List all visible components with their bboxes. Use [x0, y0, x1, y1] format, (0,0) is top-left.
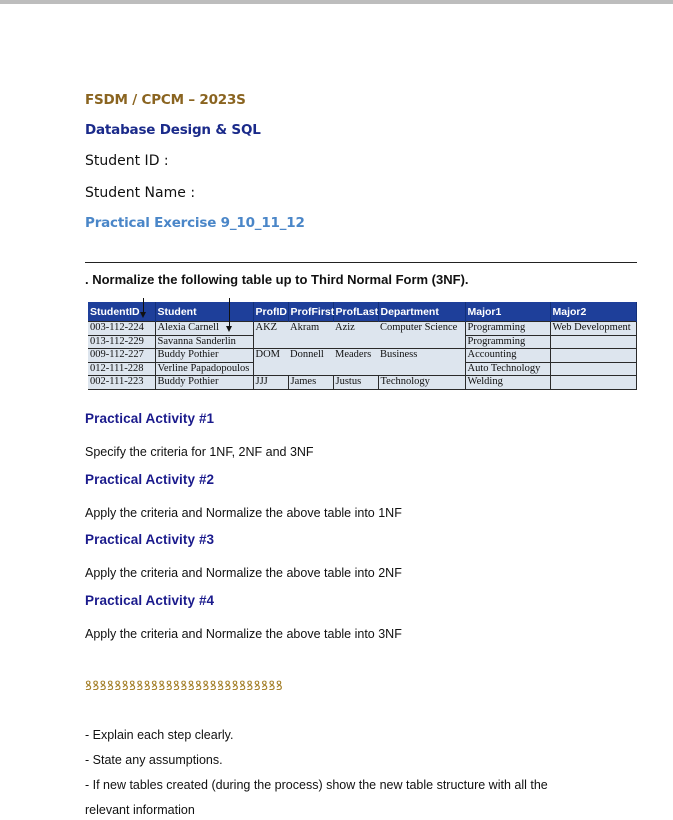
unnormalized-table-image — [88, 302, 636, 390]
student-professor-table — [88, 302, 637, 390]
column-header: Major2 — [550, 302, 636, 322]
instruction-text: . Normalize the following table up to Third Normal Form (3NF). — [85, 272, 469, 287]
student-id-label: Student ID : — [85, 153, 169, 169]
table-row — [88, 335, 636, 349]
table-cell — [333, 335, 378, 349]
arrow-down-icon — [229, 298, 230, 327]
table-cell — [288, 335, 333, 349]
activity-2-text: Apply the criteria and Normalize the above table into 1NF — [85, 506, 402, 520]
table-cell: DOM — [253, 349, 288, 363]
top-border-bar — [0, 0, 673, 4]
table-cell: Meaders — [333, 349, 378, 363]
note-line: - State any assumptions. — [85, 753, 223, 767]
column-header: ProfFirst — [288, 302, 333, 322]
table-row — [88, 376, 636, 390]
table-cell — [550, 349, 636, 363]
activity-1-title: Practical Activity #1 — [85, 411, 215, 426]
table-cell — [378, 335, 465, 349]
horizontal-divider — [85, 262, 637, 263]
table-cell — [253, 335, 288, 349]
table-cell: Buddy Pothier — [155, 349, 253, 363]
activity-1-text: Specify the criteria for 1NF, 2NF and 3NF — [85, 445, 314, 459]
table-cell: Justus — [333, 376, 378, 390]
arrow-down-icon — [143, 298, 144, 313]
table-row — [88, 322, 636, 336]
table-cell — [333, 362, 378, 376]
column-header: StudentID — [88, 302, 155, 322]
table-cell: Alexia Carnell — [155, 322, 253, 336]
activity-4-text: Apply the criteria and Normalize the above table into 3NF — [85, 627, 402, 641]
table-cell: 013-112-229 — [88, 335, 155, 349]
table-header-row — [88, 302, 636, 322]
note-line: relevant information — [85, 803, 195, 817]
table-row — [88, 362, 636, 376]
note-line: - If new tables created (during the process) show the new table structure with all the — [85, 778, 548, 792]
table-cell: Donnell — [288, 349, 333, 363]
table-cell: 009-112-227 — [88, 349, 155, 363]
table-cell: Savanna Sanderlin — [155, 335, 253, 349]
table-cell — [378, 362, 465, 376]
table-cell: James — [288, 376, 333, 390]
table-cell: 002-111-223 — [88, 376, 155, 390]
exercise-title: Practical Exercise 9_10_11_12 — [85, 215, 305, 231]
table-cell: Verline Papadopoulos — [155, 362, 253, 376]
table-cell — [253, 362, 288, 376]
activity-3-text: Apply the criteria and Normalize the above table into 2NF — [85, 566, 402, 580]
table-row — [88, 349, 636, 363]
note-line: - Explain each step clearly. — [85, 728, 234, 742]
table-cell: Akram — [288, 322, 333, 336]
column-header: Department — [378, 302, 465, 322]
table-cell: Business — [378, 349, 465, 363]
table-cell: 012-111-228 — [88, 362, 155, 376]
column-header: ProfID — [253, 302, 288, 322]
table-cell: Buddy Pothier — [155, 376, 253, 390]
table-cell: Accounting — [465, 349, 550, 363]
table-cell: Programming — [465, 335, 550, 349]
table-cell: Welding — [465, 376, 550, 390]
course-code: FSDM / CPCM – 2023S — [85, 92, 246, 108]
activity-3-title: Practical Activity #3 — [85, 532, 215, 547]
table-cell — [550, 335, 636, 349]
table-cell: Aziz — [333, 322, 378, 336]
table-cell: Auto Technology — [465, 362, 550, 376]
table-cell: Programming — [465, 322, 550, 336]
activity-4-title: Practical Activity #4 — [85, 593, 215, 608]
table-cell: 003-112-224 — [88, 322, 155, 336]
table-cell: Technology — [378, 376, 465, 390]
decorative-divider-icon: ꝸꝸꝸꝸꝸꝸꝸꝸꝸꝸꝸꝸꝸꝸꝸꝸꝸꝸꝸꝸꝸꝸꝸꝸꝸꝸꝸ — [85, 678, 284, 693]
table-cell — [550, 362, 636, 376]
table-cell — [550, 376, 636, 390]
column-header: Major1 — [465, 302, 550, 322]
column-header: Student — [155, 302, 253, 322]
table-cell — [288, 362, 333, 376]
table-cell: Computer Science — [378, 322, 465, 336]
student-name-label: Student Name : — [85, 185, 196, 201]
table-cell: AKZ — [253, 322, 288, 336]
table-cell: JJJ — [253, 376, 288, 390]
subject-title: Database Design & SQL — [85, 122, 261, 138]
activity-2-title: Practical Activity #2 — [85, 472, 215, 487]
table-cell: Web Development — [550, 322, 636, 336]
column-header: ProfLast — [333, 302, 378, 322]
